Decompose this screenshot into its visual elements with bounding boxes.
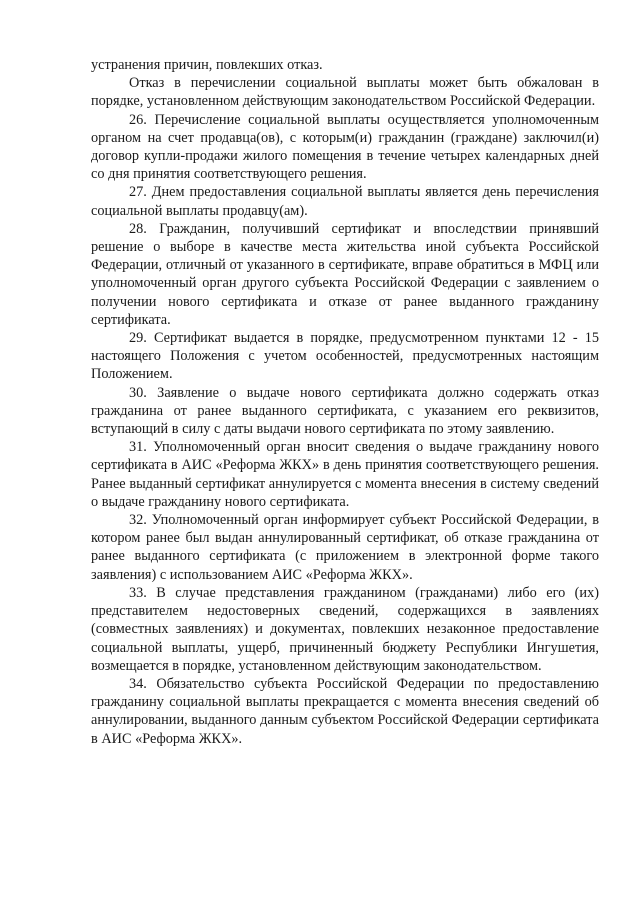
paragraph-30: 30. Заявление о выдаче нового сертификата должно содержать отказ гражданина от ранее выданного сертификата, с указанием его реквизитов, вступающий в силу с даты выдачи нового сертификата по этому заявлению. bbox=[91, 384, 599, 438]
paragraph-33: 33. В случае представления гражданином (гражданами) либо его (их) представителем недостоверных сведений, содержащихся в заявлениях (совместных заявлениях) и документах, повлекших незаконное предоставление социальной выплаты, ущерб, причиненный бюджету Республики Ингушетия, возмещается в порядке, установленном действующим законодательством. bbox=[91, 584, 599, 674]
paragraph-26: 26. Перечисление социальной выплаты осуществляется уполномоченным органом на счет продавца(ов), с которым(и) гражданин (граждане) заключил(и) договор купли-продажи жилого помещения в течение четырех календарных дней со дня принятия соответствующего решения. bbox=[91, 111, 599, 183]
paragraph-32: 32. Уполномоченный орган информирует субъект Российской Федерации, в котором ранее был выдан аннулированный сертификат, об отказе гражданина от ранее выданного сертификата (с приложением в электронной форме такого заявления) с использованием АИС «Реформа ЖКХ». bbox=[91, 512, 599, 583]
paragraph-28: 28. Гражданин, получивший сертификат и впоследствии принявший решение о выборе в качестве места жительства иной субъекта Российской Федерации, отличный от указанного в сертификате, вправе обратиться в МФЦ или уполномоченный орган другого субъекта Российской Федерации с заявлением о получении нового сертификата и отказе от ранее выданного гражданину сертификата. bbox=[91, 220, 599, 328]
document-body bbox=[91, 56, 599, 748]
paragraph-29: 29. Сертификат выдается в порядке, предусмотренном пунктами 12 - 15 настоящего Положения с учетом особенностей, предусмотренных настоящим Положением. bbox=[91, 330, 599, 383]
paragraph-34: 34. Обязательство субъекта Российской Федерации по предоставлению гражданину социальной выплаты прекращается с момента внесения сведений об аннулировании, выданного данным субъектом Российской Федерации сертификата в АИС «Реформа ЖКХ». bbox=[91, 675, 599, 747]
paragraph-appeal: Отказ в перечислении социальной выплаты может быть обжалован в порядке, установленном действующим законодательством Российской Федерации. bbox=[91, 75, 599, 110]
paragraph-continuation: устранения причин, повлекших отказ. bbox=[91, 57, 323, 73]
paragraph-31: 31. Уполномоченный орган вносит сведения о выдаче гражданину нового сертификата в АИС «Реформа ЖКХ» в день принятия соответствующего решения. Ранее выданный сертификат аннулируется с момента внесения в систему сведений о выдаче гражданину нового сертификата. bbox=[91, 439, 599, 510]
paragraph-27: 27. Днем предоставления социальной выплаты является день перечисления социальной выплаты продавцу(ам). bbox=[91, 184, 599, 219]
